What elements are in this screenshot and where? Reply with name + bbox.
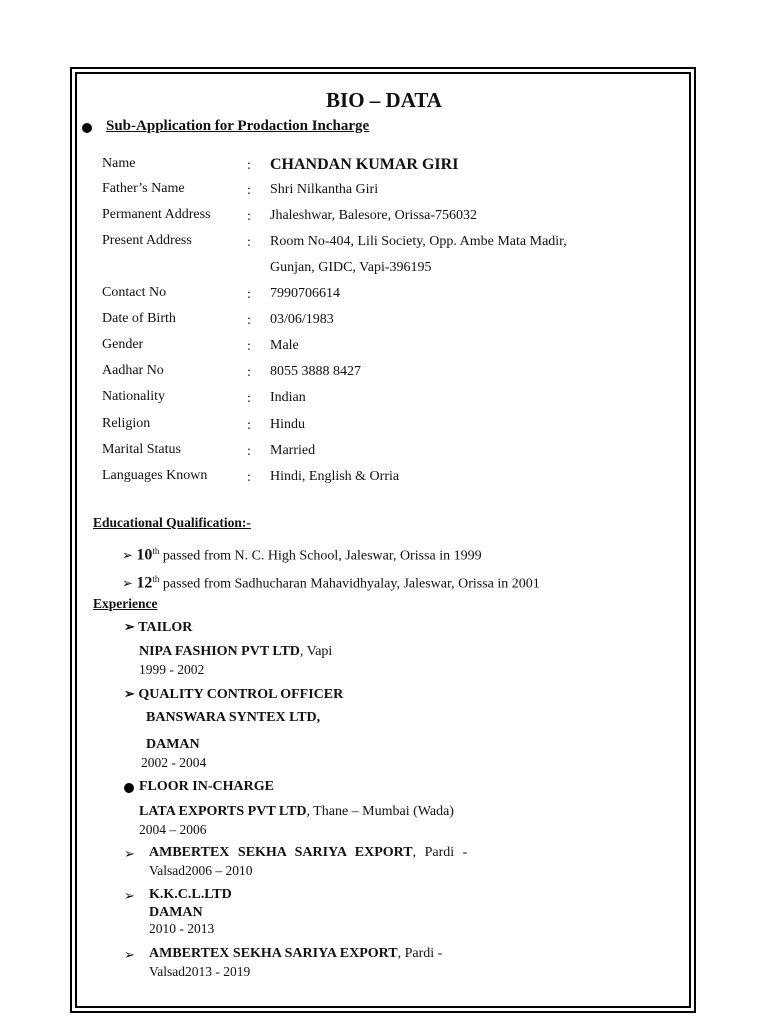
company-location: , Pardi - [412,845,468,860]
experience-role-title: QUALITY CONTROL OFFICER [138,687,344,702]
bullet-icon [82,123,92,133]
experience-company [139,644,332,660]
value-aadhar-no: 8055 3888 8427 [270,364,361,379]
experience-years: Valsad2013 - 2019 [149,964,251,979]
company-name: LATA EXPORTS PVT LTD [139,804,307,819]
arrow-bullet-icon: ➢ [122,575,133,591]
colon: : [247,209,251,224]
experience-years: 1999 - 2002 [139,662,205,677]
experience-role-title: FLOOR IN-CHARGE [139,779,274,794]
bullet-icon [124,783,134,793]
education-grade-suffix: th [152,546,160,556]
sub-application-heading: Sub-Application for Prodaction Incharge [106,118,370,134]
experience-years: 2004 – 2006 [139,822,207,837]
colon: : [247,365,251,380]
company-location: , Vapi [299,644,333,659]
colon: : [247,313,251,328]
arrow-bullet-icon: ➢ [124,686,135,701]
label-fathers-name: Father’s Name [102,181,185,196]
colon: : [247,444,251,459]
company-name: BANSWARA SYNTEX LTD, [146,710,321,725]
arrow-bullet-icon: ➢ [122,547,133,563]
company-name: K.K.C.L.LTD [149,887,232,902]
label-permanent-address: Permanent Address [102,207,211,222]
experience-years: 2010 - 2013 [149,921,215,936]
experience-years: 2002 - 2004 [141,755,207,770]
education-text: passed from N. C. High School, Jaleswar, Orissa in 1999 [159,548,482,564]
label-aadhar-no: Aadhar No [102,363,164,378]
value-permanent-address: Jhaleshwar, Balesore, Orissa-756032 [270,208,478,223]
experience-heading: Experience [93,596,158,611]
colon: : [247,158,251,173]
colon: : [247,183,251,198]
label-contact-no: Contact No [102,285,167,300]
colon: : [247,287,251,302]
arrow-bullet-icon: ➢ [124,846,135,861]
experience-role-title: TAILOR [138,620,193,635]
education-text: passed from Sadhucharan Mahavidhyalay, Jaleswar, Orissa in 2001 [159,576,540,592]
label-gender: Gender [102,337,144,352]
value-fathers-name: Shri Nilkantha Giri [270,182,379,197]
arrow-bullet-icon: ➢ [124,619,135,634]
value-present-address-line2: Gunjan, GIDC, Vapi-396195 [270,260,432,275]
value-present-address-line1: Room No-404, Lili Society, Opp. Ambe Mata Madir, [270,234,567,249]
arrow-bullet-icon: ➢ [124,888,135,903]
colon: : [247,391,251,406]
arrow-bullet-icon: ➢ [124,947,135,962]
company-location: DAMAN [149,905,203,920]
company-name: AMBERTEX SEKHA SARIYA EXPORT [149,946,398,961]
colon: : [247,339,251,354]
value-name: CHANDAN KUMAR GIRI [270,156,459,173]
value-nationality: Indian [270,390,306,405]
experience-role [124,686,343,703]
experience-years: Valsad2006 – 2010 [149,863,253,878]
label-present-address: Present Address [102,233,192,248]
label-religion: Religion [102,416,151,431]
education-grade: 12 [136,574,153,592]
colon: : [247,418,251,433]
education-heading: Educational Qualification:- [93,515,251,530]
value-date-of-birth: 03/06/1983 [270,312,334,327]
education-grade: 10 [136,546,153,564]
company-location: , Thane – Mumbai (Wada) [306,804,454,819]
experience-company [149,845,467,861]
label-marital-status: Marital Status [102,442,181,457]
company-name: NIPA FASHION PVT LTD [139,644,300,659]
experience-company [139,804,454,820]
label-languages-known: Languages Known [102,468,208,483]
education-grade-suffix: th [152,574,160,584]
label-nationality: Nationality [102,389,165,404]
value-marital-status: Married [270,443,316,458]
label-name: Name [102,156,136,171]
experience-role [124,619,192,636]
value-languages-known: Hindi, English & Orria [270,469,400,484]
document-title: BIO – DATA [326,88,442,112]
colon: : [247,470,251,485]
value-contact-no: 7990706614 [270,286,340,301]
label-date-of-birth: Date of Birth [102,311,176,326]
education-item [122,574,540,593]
company-location: , Pardi - [397,946,443,961]
value-religion: Hindu [270,417,305,432]
company-name: AMBERTEX SEKHA SARIYA EXPORT [149,845,413,860]
colon: : [247,235,251,250]
company-location: DAMAN [146,737,200,752]
education-item [122,546,482,565]
value-gender: Male [270,338,299,353]
experience-company [149,946,442,962]
